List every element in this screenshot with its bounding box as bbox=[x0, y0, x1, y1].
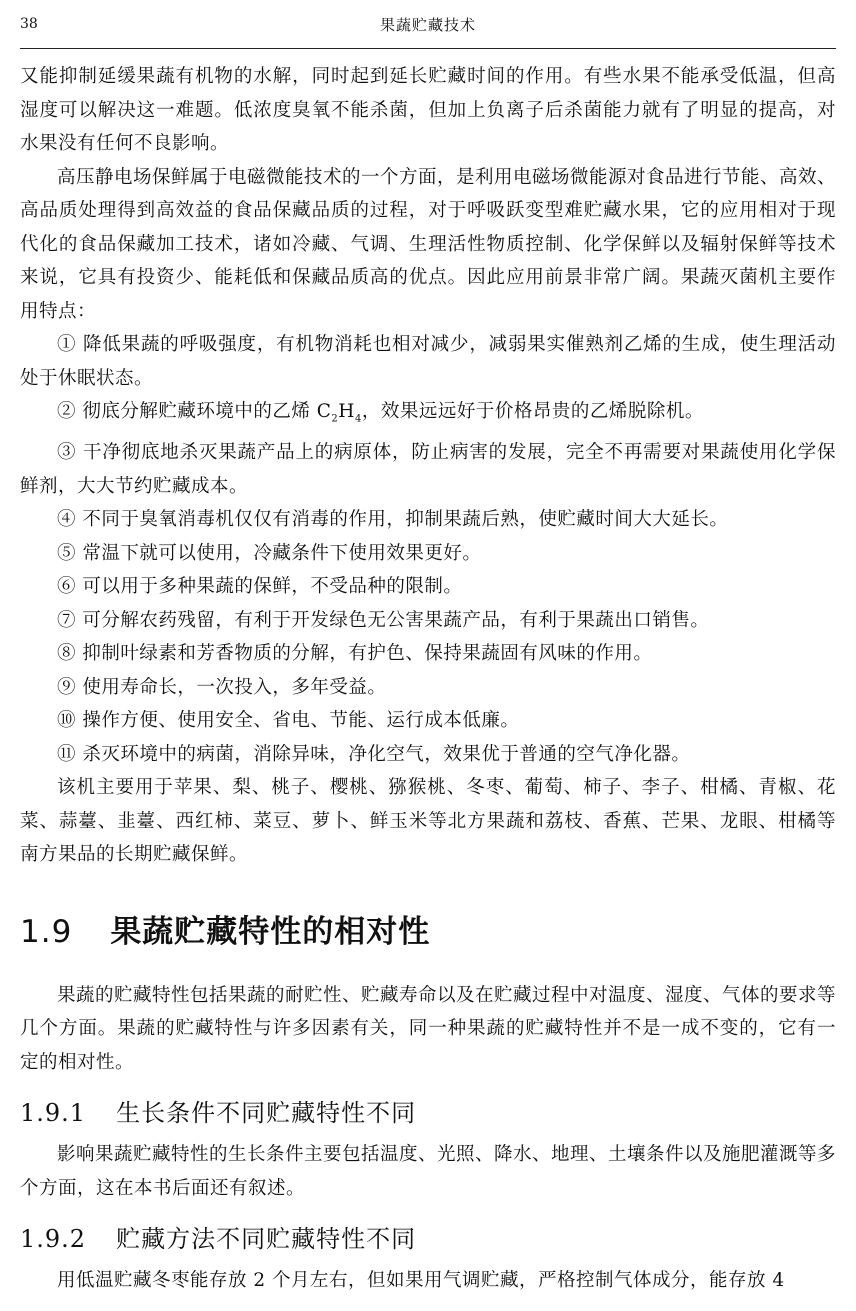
page-number: 38 bbox=[20, 16, 38, 32]
subsection-heading bbox=[20, 1219, 836, 1254]
section-number: 1.9 bbox=[20, 913, 73, 950]
section-title: 果蔬贮藏特性的相对性 bbox=[110, 913, 431, 950]
list-item: ⑨ 使用寿命长，一次投入，多年受益。 bbox=[57, 676, 387, 698]
list-item: ⑩ 操作方便、使用安全、省电、节能、运行成本低廉。 bbox=[57, 710, 520, 732]
list-item: ⑥ 可以用于多种果蔬的保鲜，不受品种的限制。 bbox=[57, 576, 463, 598]
paragraph: 又能抑制延缓果蔬有机物的水解，同时起到延长贮藏时间的作用。有些水果不能承受低温，但高湿度可以解决这一难题。低浓度臭氧不能杀菌，但加上负离子后杀菌能力就有了明显的提高，对水果没有任何不良影响。 bbox=[20, 66, 836, 154]
subsection-title: 贮藏方法不同贮藏特性不同 bbox=[116, 1225, 417, 1254]
paragraph: 高压静电场保鲜属于电磁微能技术的一个方面，是利用电磁场微能源对食品进行节能、高效、高品质处理得到高效益的食品保藏品质的过程，对于呼吸跃变型难贮藏水果，它的应用相对于现代化的食品保藏加工技术，诸如冷藏、气调、生理活性物质控制、化学保鲜以及辐射保鲜等技术来说，它具有投资少、能耗低和保藏品质高的优点。因此应用前景非常广阔。果蔬灭菌机主要作用特点： bbox=[20, 166, 837, 322]
section-heading bbox=[20, 906, 836, 951]
page-header bbox=[20, 12, 836, 49]
list-item: ① 降低果蔬的呼吸强度，有机物消耗也相对减少，减弱果实催熟剂乙烯的生成，使生理活动处于休眠状态。 bbox=[20, 334, 836, 389]
list-item: ⑤ 常温下就可以使用，冷藏条件下使用效果更好。 bbox=[57, 542, 482, 564]
paragraph: 用低温贮藏冬枣能存放 2 个月左右，但如果用气调贮藏，严格控制气体成分，能存放 4 bbox=[57, 1270, 785, 1292]
subsection-number: 1.9.1 bbox=[20, 1099, 87, 1128]
running-title: 果蔬贮藏技术 bbox=[379, 16, 476, 34]
list-item: ⑧ 抑制叶绿素和芳香物质的分解，有护色、保持果蔬固有风味的作用。 bbox=[57, 643, 653, 665]
subsection-title: 生长条件不同贮藏特性不同 bbox=[116, 1099, 417, 1128]
paragraph: 影响果蔬贮藏特性的生长条件主要包括温度、光照、降水、地理、土壤条件以及施肥灌溉等多个方面，这在本书后面还有叙述。 bbox=[20, 1144, 837, 1199]
subsection-heading bbox=[20, 1093, 836, 1128]
subsection-number: 1.9.2 bbox=[20, 1225, 87, 1254]
list-item: ④ 不同于臭氧消毒机仅仅有消毒的作用，抑制果蔬后熟，使贮藏时间大大延长。 bbox=[57, 509, 729, 531]
list-item: ⑪ 杀灭环境中的病菌，消除异味，净化空气，效果优于普通的空气净化器。 bbox=[57, 743, 691, 765]
list-item: ⑦ 可分解农药残留，有利于开发绿色无公害果蔬产品，有利于果蔬出口销售。 bbox=[57, 609, 710, 631]
page-body bbox=[20, 60, 836, 1298]
paragraph: 该机主要用于苹果、梨、桃子、樱桃、猕猴桃、冬枣、葡萄、柿子、李子、柑橘、青椒、花菜、蒜薹、韭薹、西红柿、菜豆、萝卜、鲜玉米等北方果蔬和荔枝、香蕉、芒果、龙眼、柑橘等南方果品的长期贮藏保鲜。 bbox=[20, 777, 836, 866]
paragraph: 果蔬的贮藏特性包括果蔬的耐贮性、贮藏寿命以及在贮藏过程中对温度、湿度、气体的要求等几个方面。果蔬的贮藏特性与许多因素有关，同一种果蔬的贮藏特性并不是一成不变的，它有一定的相对性。 bbox=[20, 984, 837, 1073]
list-item: ② 彻底分解贮藏环境中的乙烯 $C_2H_4$，效果远远好于价格昂贵的乙烯脱除机。 bbox=[57, 401, 704, 425]
list-item: ③ 干净彻底地杀灭果蔬产品上的病原体，防止病害的发展，完全不再需要对果蔬使用化学保鲜剂，大大节约贮藏成本。 bbox=[20, 442, 836, 497]
